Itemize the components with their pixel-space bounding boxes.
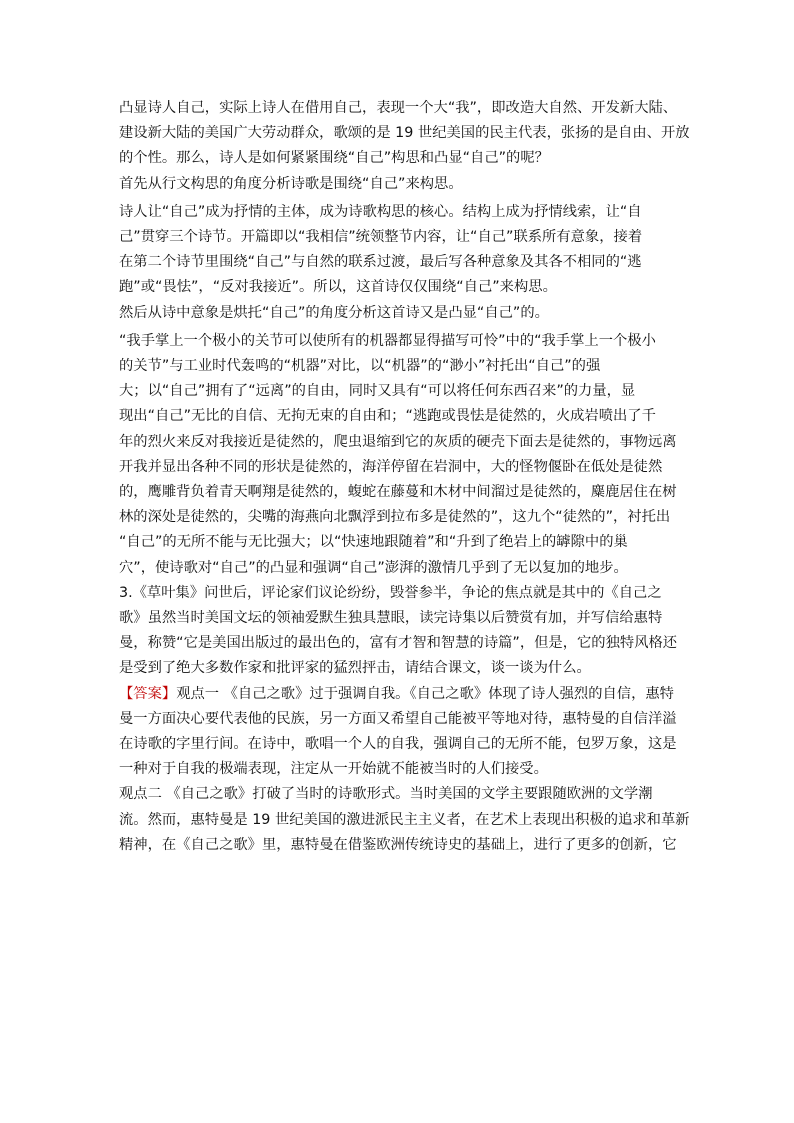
- paragraph-structure-heading: [119, 172, 675, 197]
- text-line: 诗人让“自己”成为抒情的主体，成为诗歌构思的核心。结构上成为抒情线索，让“自: [119, 203, 642, 220]
- text-line: 现出“自己”无比的自信、无拘无束的自由和；“逃跑或畏怯是徒然的，火成岩喷出了千: [119, 408, 656, 425]
- document-body: [119, 96, 690, 858]
- text-line: 曼，称赞“它是美国出版过的最出色的，富有才智和智慧的诗篇”，但是，它的独特风格还: [119, 635, 678, 652]
- text-line: 的关节”与工业时代轰鸣的“机器”对比，以“机器”的“渺小”衬托出“自己”的强: [119, 358, 601, 375]
- text-line: 是受到了绝大多数作家和批评家的猛烈抨击，请结合课文，谈一谈为什么。: [119, 660, 591, 677]
- answer-tag: 【答案】: [119, 685, 177, 702]
- text-line: 精神，在《自己之歌》里，惠特曼在借鉴欧洲传统诗史的基础上，进行了更多的创新，它: [119, 836, 677, 853]
- text-line: 在第二个诗节里围绕“自己”与自然的联系过渡，最后写各种意象及其各不相同的“逃: [119, 254, 642, 271]
- text-line: 凸显诗人自己，实际上诗人在借用自己，表现一个大“我”，即改造大自然、开发新大陆、: [119, 100, 678, 116]
- text-line: 的个性。那么，诗人是如何紧紧围绕“自己”构思和凸显“自己”的呢？: [119, 150, 549, 167]
- paragraph-structure-analysis: [119, 200, 675, 301]
- paragraph-imagery-analysis: [119, 329, 675, 581]
- text-line: 一种对于自我的极端表现，注定从一开始就不能被当时的人们接受。: [119, 761, 548, 778]
- text-line-content: 观点一 《自己之歌》过于强调自我。《自己之歌》体现了诗人强烈的自信，惠特: [176, 685, 674, 702]
- text-line: 3.《草叶集》问世后，评论家们议论纷纷，毁誉参半，争论的焦点就是其中的《自己之: [119, 584, 662, 601]
- text-line: 观点二 《自己之歌》打破了当时的诗歌形式。当时美国的文学主要跟随欧洲的文学潮: [119, 786, 653, 803]
- text-line: [119, 682, 675, 707]
- question-3: [119, 581, 678, 682]
- text-line: 的，鹰雕背负着青天啊翔是徒然的，蝮蛇在藤蔓和木材中间溜过是徒然的，麋鹿居住在树: [119, 484, 677, 501]
- text-line: “我手掌上一个极小的关节可以使所有的机器都显得描写可怜”中的“我手掌上一个极小: [119, 332, 656, 349]
- text-line: 年的烈火来反对我接近是徒然的，爬虫退缩到它的灰质的硬壳下面去是徒然的，事物远离: [119, 433, 677, 450]
- text-line: 己”贯穿三个诗节。开篇即以“我相信”统领整节内容，让“自己”联系所有意象，接着: [119, 229, 643, 246]
- paragraph-intro: [119, 96, 690, 172]
- text-line: 首先从行文构思的角度分析诗歌是围绕“自己”来构思。: [119, 175, 463, 192]
- text-line: 开我并显出各种不同的形状是徒然的，海洋停留在岩洞中，大的怪物偃卧在低处是徒然: [119, 458, 663, 475]
- answer-viewpoint-one: [119, 682, 675, 783]
- text-line: 林的深处是徒然的，尖嘴的海燕向北飘浮到拉布多是徒然的”，这九个“徒然的”，衬托出: [119, 509, 671, 526]
- text-line: 曼一方面决心要代表他的民族，另一方面又希望自己能被平等地对待，惠特曼的自信洋溢: [119, 710, 677, 727]
- text-line: 穴”，使诗歌对“自己”的凸显和强调“自己”澎湃的激情几乎到了无以复加的地步。: [119, 559, 628, 576]
- text-line: 流。然而，惠特曼是 19 世纪美国的激进派民主主义者，在艺术上表现出积极的追求和革新: [119, 811, 690, 828]
- paragraph-imagery-heading: [119, 301, 675, 326]
- text-line: 在诗歌的字里行间。在诗中，歌唱一个人的自我，强调自己的无所不能，包罗万象，这是: [119, 736, 677, 753]
- text-line: 然后从诗中意象是烘托“自己”的角度分析这首诗又是凸显“自己”的。: [119, 304, 549, 321]
- text-line: 建设新大陆的美国广大劳动群众，歌颂的是 19 世纪美国的民主代表，张扬的是自由、开放: [119, 125, 690, 142]
- answer-viewpoint-two: [119, 782, 690, 858]
- text-line: 歌》虽然当时美国文坛的领袖爱默生独具慧眼，读完诗集以后赞赏有加，并写信给惠特: [119, 610, 663, 627]
- text-line: 大；以“自己”拥有了“远离”的自由，同时又具有“可以将任何东西召来”的力量，显: [119, 383, 636, 400]
- text-line: 跑”或“畏怯”，“反对我接近”。所以，这首诗仅仅围绕“自己”来构思。: [119, 279, 557, 296]
- text-line: “自己”的无所不能与无比强大；以“快速地跟随着”和“升到了绝岩上的罅隙中的巢: [119, 534, 628, 551]
